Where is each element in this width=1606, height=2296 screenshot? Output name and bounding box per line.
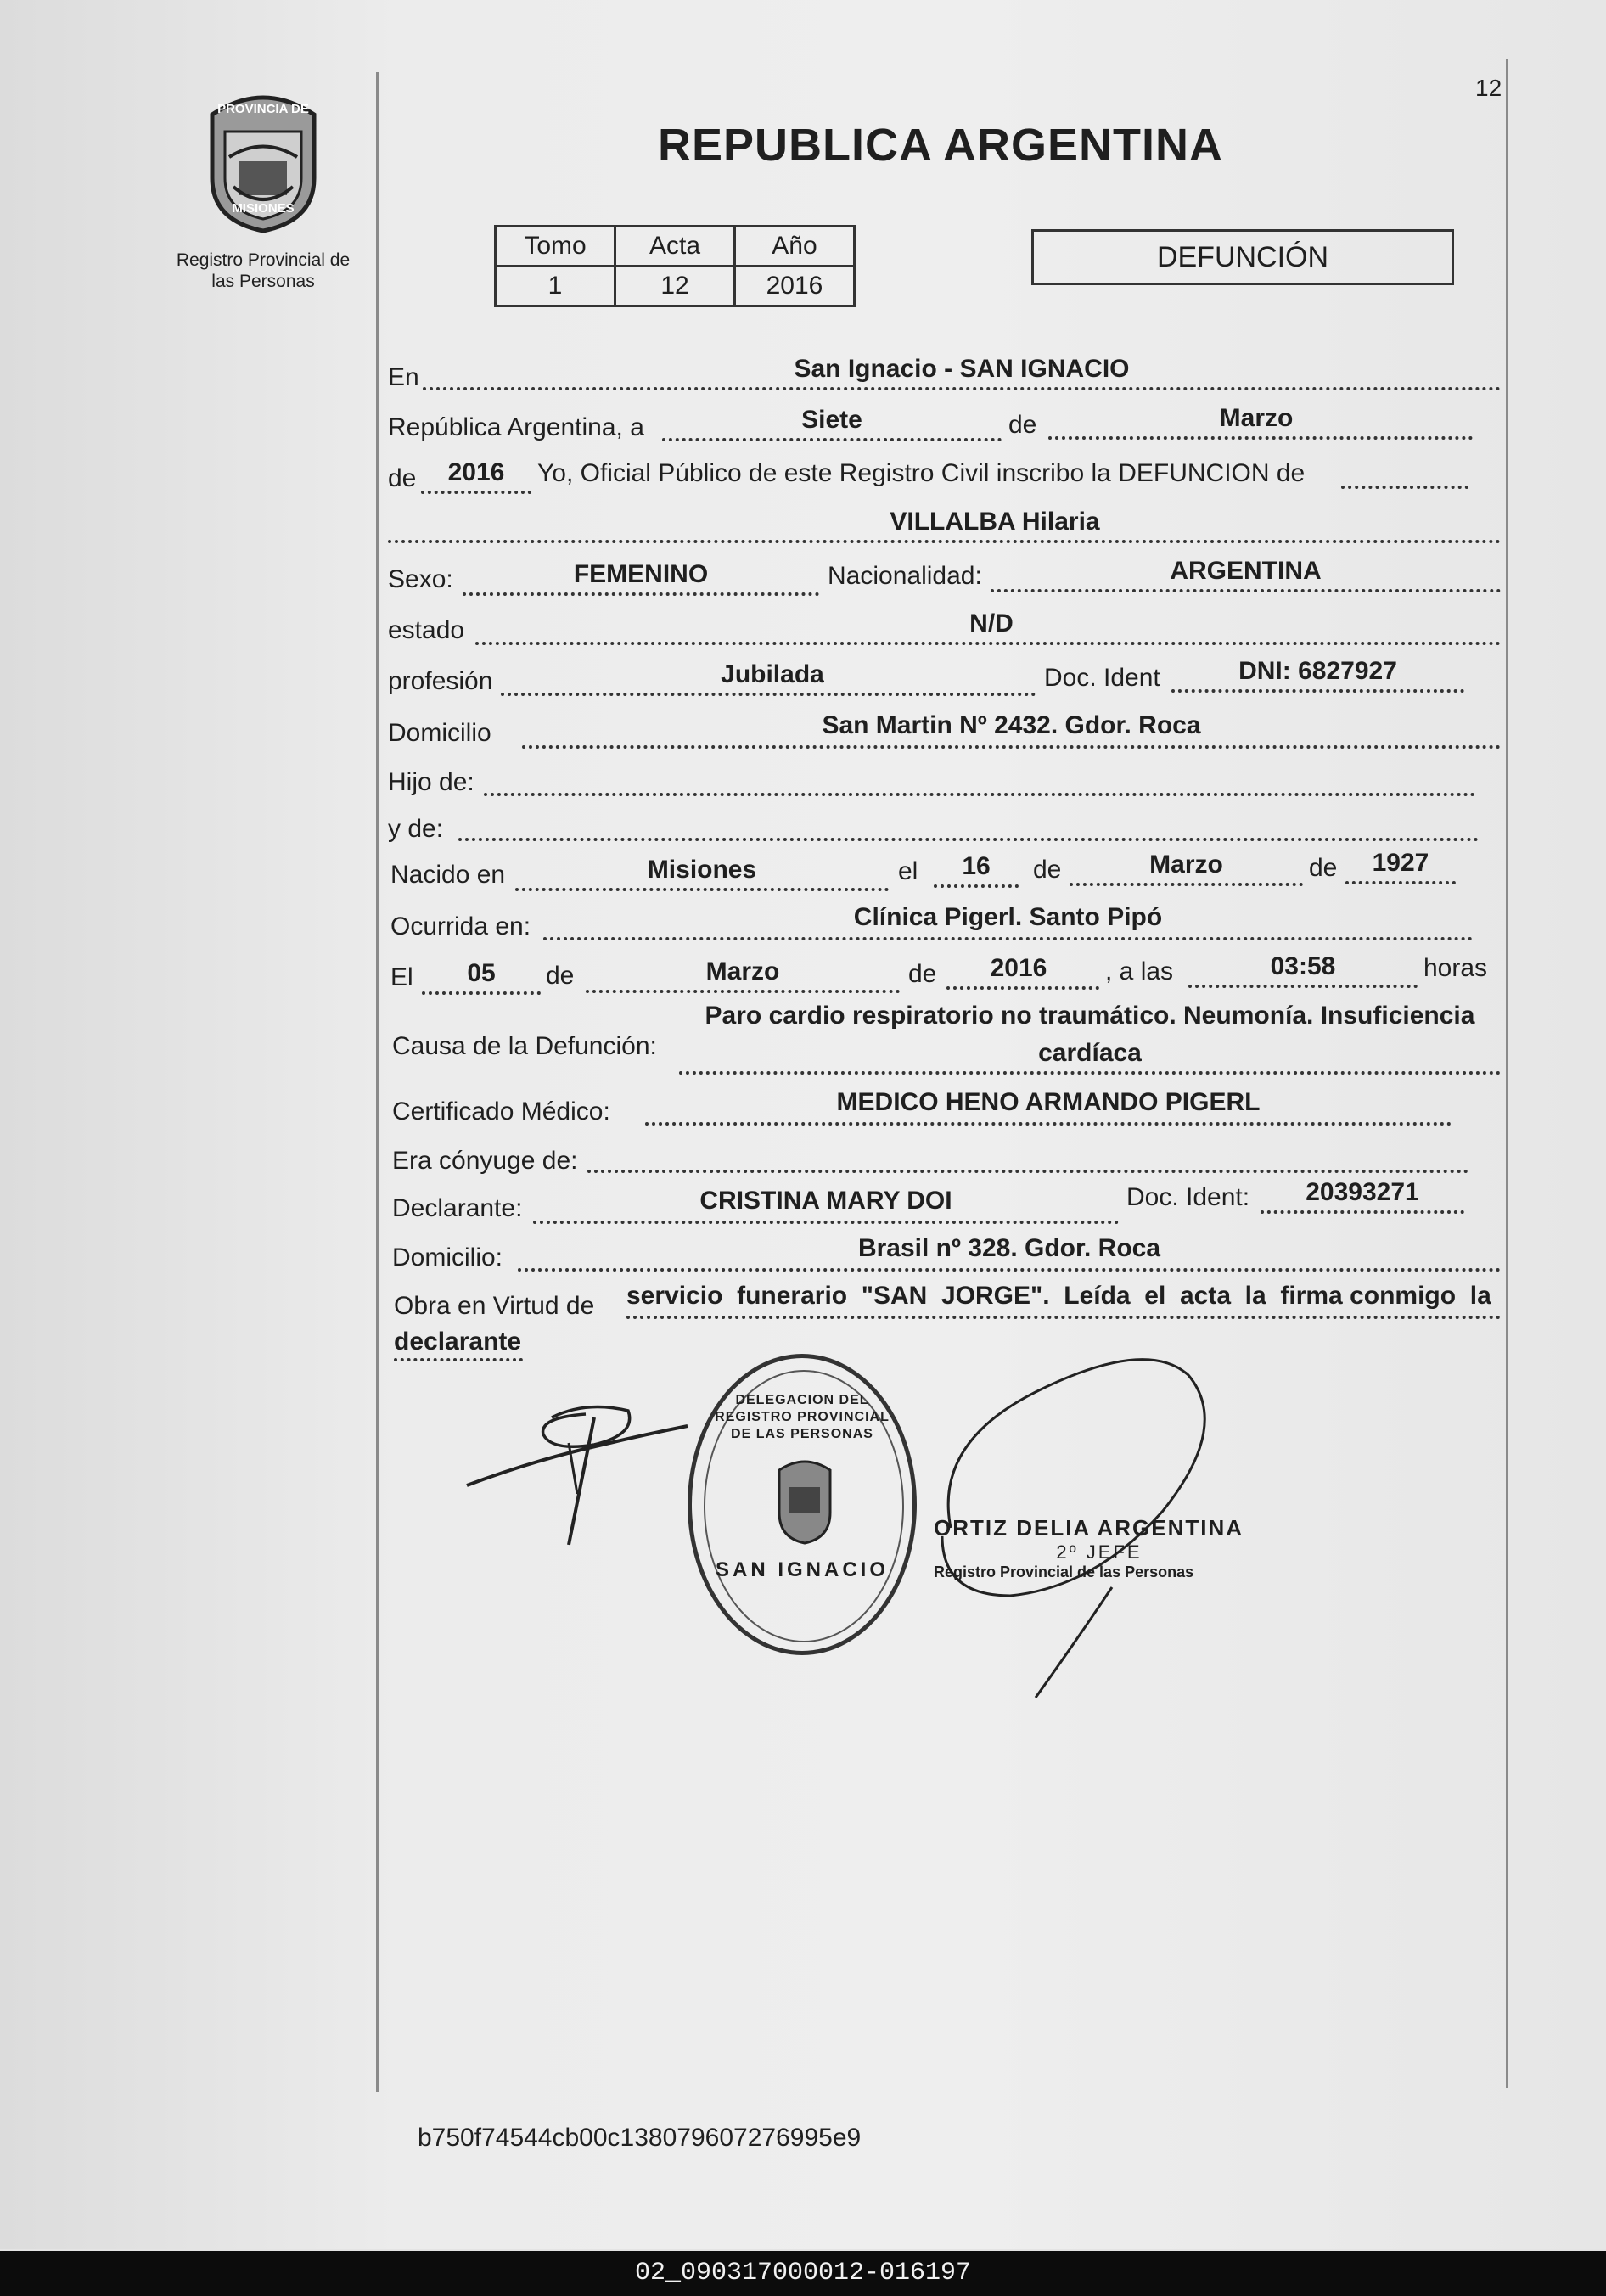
birth-year-line bbox=[1345, 881, 1456, 884]
registry-name bbox=[161, 250, 365, 292]
conyuge-label: Era cónyuge de: bbox=[392, 1147, 578, 1175]
birth-de2-label: de bbox=[1309, 854, 1338, 882]
record-table bbox=[494, 225, 856, 307]
footer-id: 02_090317000012-016197 bbox=[634, 2259, 972, 2288]
official-stamp bbox=[934, 1515, 1265, 1581]
hijo-label: Hijo de: bbox=[388, 768, 474, 796]
profesion-label: profesión bbox=[388, 667, 493, 695]
doc-line bbox=[1171, 689, 1464, 693]
obra-value: servicio funerario "SAN JORGE". Leída el acta la firma conmigo la bbox=[626, 1282, 1491, 1310]
official-seal bbox=[688, 1354, 917, 1655]
day-line bbox=[662, 438, 1002, 441]
causa-line-1: Paro cardio respiratorio no traumático. Neumonía. Insuficiencia bbox=[705, 1002, 1475, 1030]
death-time: 03:58 bbox=[1270, 952, 1336, 980]
death-year-line bbox=[946, 986, 1099, 990]
obra-line-2: declarante bbox=[394, 1328, 522, 1356]
domicilio2-value: Brasil nº 328. Gdor. Roca bbox=[857, 1234, 1161, 1262]
name-line bbox=[388, 540, 1501, 543]
year-line bbox=[421, 491, 531, 494]
svg-text:PROVINCIA DE: PROVINCIA DE bbox=[217, 102, 309, 116]
certificado-value: MEDICO HENO ARMANDO PIGERL bbox=[836, 1088, 1261, 1116]
record-value-tomo: 1 bbox=[496, 267, 615, 306]
registry-line-1: Registro Provincial de bbox=[176, 250, 351, 270]
el-label: el bbox=[898, 857, 918, 885]
nacido-value: Misiones bbox=[647, 856, 757, 884]
causa-label: Causa de la Defunción: bbox=[392, 1032, 657, 1060]
left-margin-line bbox=[376, 72, 379, 2092]
sexo-line bbox=[463, 592, 819, 596]
stamp-line-3: Registro Provincial de las Personas bbox=[934, 1563, 1194, 1580]
estado-line bbox=[475, 642, 1501, 645]
domicilio-value: San Martin Nº 2432. Gdor. Roca bbox=[822, 711, 1201, 739]
ocurrida-label: Ocurrida en: bbox=[390, 912, 531, 940]
month-line bbox=[1048, 436, 1473, 440]
record-header-tomo: Tomo bbox=[496, 227, 615, 267]
domicilio-line bbox=[522, 745, 1501, 749]
nacido-line bbox=[515, 888, 889, 891]
birth-month: Marzo bbox=[1149, 850, 1223, 879]
hijo-line bbox=[484, 793, 1475, 796]
day-value: Siete bbox=[801, 406, 862, 434]
stamp-line-1: ORTIZ DELIA ARGENTINA bbox=[934, 1515, 1244, 1541]
en-value: San Ignacio - SAN IGNACIO bbox=[794, 355, 1130, 383]
causa-line-2: cardíaca bbox=[1038, 1039, 1142, 1067]
domicilio2-label: Domicilio: bbox=[392, 1243, 503, 1272]
page-number: 12 bbox=[1475, 75, 1502, 101]
month-value: Marzo bbox=[1219, 404, 1294, 432]
doc2-label: Doc. Ident: bbox=[1126, 1183, 1250, 1211]
birth-month-line bbox=[1070, 883, 1303, 886]
record-value-acta: 12 bbox=[615, 267, 735, 306]
record-type: DEFUNCIÓN bbox=[1156, 241, 1329, 273]
en-line bbox=[423, 387, 1501, 390]
conyuge-line bbox=[587, 1170, 1468, 1173]
doc2-line bbox=[1261, 1210, 1464, 1214]
svg-text:MISIONES: MISIONES bbox=[232, 201, 295, 216]
seal-ring-text: DELEGACION DEL REGISTRO PROVINCIAL DE LAS PERSONAS bbox=[715, 1393, 890, 1441]
declarante-label: Declarante: bbox=[392, 1194, 523, 1222]
nacionalidad-line bbox=[991, 589, 1501, 592]
record-type-box bbox=[1031, 229, 1454, 285]
right-margin-line bbox=[1506, 59, 1508, 2088]
declarante-value: CRISTINA MARY DOI bbox=[699, 1187, 952, 1215]
yde-label: y de: bbox=[388, 815, 444, 843]
stamp-line-2: 2º JEFE bbox=[1056, 1541, 1143, 1563]
death-month: Marzo bbox=[705, 957, 780, 985]
document-hash: b750f74544cb00c138079607276995e9 bbox=[418, 2124, 862, 2152]
doc2-value: 20393271 bbox=[1306, 1178, 1419, 1206]
document-title: REPUBLICA ARGENTINA bbox=[658, 120, 1223, 171]
nacionalidad-label: Nacionalidad: bbox=[828, 562, 982, 590]
oficial-text: Yo, Oficial Público de este Registro Civil inscribo la DEFUNCION de bbox=[537, 459, 1306, 487]
obra-line2-underline bbox=[394, 1358, 523, 1361]
domicilio2-line bbox=[518, 1268, 1501, 1272]
year-value: 2016 bbox=[447, 458, 505, 486]
seal-center-text: SAN IGNACIO bbox=[715, 1558, 889, 1581]
seal-emblem-icon bbox=[771, 1453, 839, 1547]
de-label: de bbox=[1008, 411, 1037, 439]
record-header-ano: Año bbox=[735, 227, 855, 267]
ocurrida-line bbox=[543, 937, 1473, 940]
death-de2-label: de bbox=[908, 960, 937, 988]
obra-line bbox=[626, 1316, 1501, 1319]
causa-line bbox=[679, 1071, 1501, 1075]
el2-label: El bbox=[390, 963, 413, 991]
nacido-label: Nacido en bbox=[390, 861, 506, 889]
horas-label: horas bbox=[1424, 954, 1488, 982]
republica-label: República Argentina, a bbox=[388, 413, 644, 441]
estado-value: N/D bbox=[969, 609, 1014, 637]
misiones-emblem-icon bbox=[195, 85, 331, 233]
doc-value: DNI: 6827927 bbox=[1238, 657, 1397, 685]
death-day: 05 bbox=[467, 959, 496, 987]
en-label: En bbox=[388, 363, 419, 391]
birth-day: 16 bbox=[962, 852, 991, 880]
record-value-ano: 2016 bbox=[735, 267, 855, 306]
death-month-line bbox=[586, 990, 900, 993]
obra-label: Obra en Virtud de bbox=[394, 1292, 595, 1320]
sexo-value: FEMENINO bbox=[573, 560, 709, 588]
death-de1-label: de bbox=[546, 962, 575, 990]
ocurrida-value: Clínica Pigerl. Santo Pipó bbox=[853, 903, 1163, 931]
death-day-line bbox=[422, 991, 541, 995]
record-header-acta: Acta bbox=[615, 227, 735, 267]
alas-label: , a las bbox=[1105, 957, 1174, 985]
declarante-line bbox=[533, 1221, 1119, 1224]
year-prefix-label: de bbox=[388, 464, 417, 492]
profesion-value: Jubilada bbox=[721, 660, 824, 688]
death-year: 2016 bbox=[990, 954, 1047, 982]
birth-day-line bbox=[934, 884, 1019, 888]
oficial-line bbox=[1341, 486, 1468, 489]
profesion-line bbox=[501, 693, 1036, 696]
footer-bar bbox=[0, 2251, 1606, 2296]
sexo-label: Sexo: bbox=[388, 565, 453, 593]
birth-de1-label: de bbox=[1033, 856, 1062, 884]
registry-line-2: las Personas bbox=[211, 272, 315, 291]
birth-year: 1927 bbox=[1372, 849, 1429, 877]
death-time-line bbox=[1188, 985, 1418, 988]
yde-line bbox=[458, 838, 1479, 841]
doc-label: Doc. Ident bbox=[1044, 664, 1160, 692]
domicilio-label: Domicilio bbox=[388, 719, 491, 747]
estado-label: estado bbox=[388, 616, 465, 644]
nacionalidad-value: ARGENTINA bbox=[1170, 557, 1322, 585]
certificado-label: Certificado Médico: bbox=[392, 1097, 610, 1126]
certificado-line bbox=[645, 1122, 1452, 1126]
name-value: VILLALBA Hilaria bbox=[890, 508, 1100, 536]
signature-drawing bbox=[458, 1392, 696, 1562]
